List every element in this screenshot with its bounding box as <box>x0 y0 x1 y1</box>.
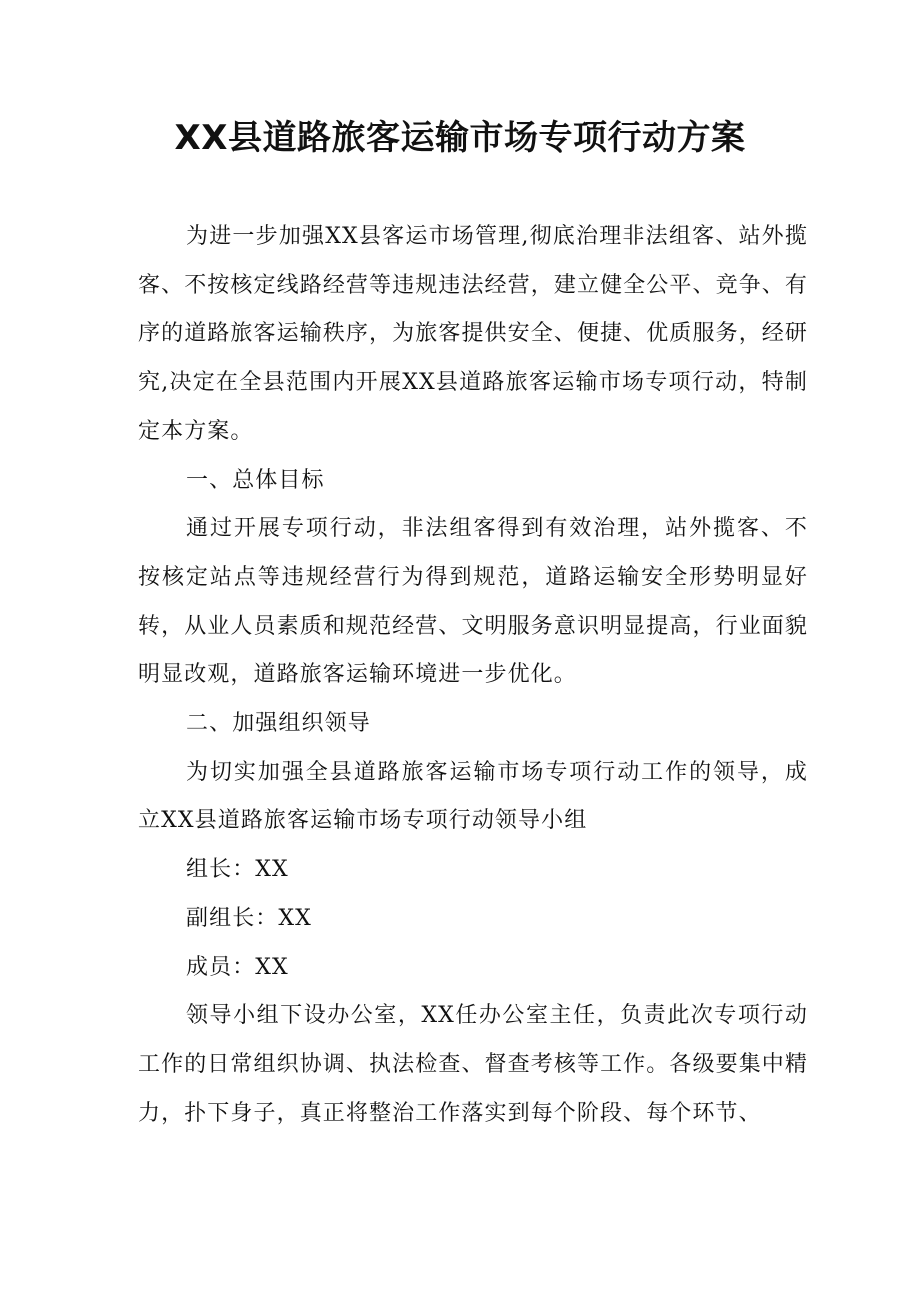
office-paragraph: 领导小组下设办公室，XX任办公室主任，负责此次专项行动工作的日常组织协调、执法检查、督查考核等工作。各级要集中精力，扑下身子，真正将整治工作落实到每个阶段、每个环节、 <box>138 1003 808 1126</box>
deputy-leader-line: 副组长：XX <box>186 905 312 931</box>
goals-paragraph: 通过开展专项行动，非法组客得到有效治理，站外揽客、不按核定站点等违规经营行为得到规范，道路运输安全形势明显好转，从业人员素质和规范经营、文明服务意识明显提高，行业面貌明显改观，道路旅客运输环境进一步优化。 <box>138 516 808 688</box>
organization-paragraph: 为切实加强全县道路旅客运输市场专项行动工作的领导，成立XX县道路旅客运输市场专项行动领导小组 <box>138 759 808 834</box>
group-leader-line: 组长：XX <box>186 857 289 883</box>
section-heading-goals: 一、总体目标 <box>186 467 325 493</box>
document-title: XX县道路旅客运输市场专项行动方案 <box>174 118 746 158</box>
section-heading-organization: 二、加强组织领导 <box>186 711 371 737</box>
document-body <box>138 213 808 1138</box>
intro-paragraph: 为进一步加强XX县客运市场管理,彻底治理非法组客、站外揽客、不按核定线路经营等违规违法经营，建立健全公平、竞争、有序的道路旅客运输秩序，为旅客提供安全、便捷、优质服务，经研究,决定在全县范围内开展XX县道路旅客运输市场专项行动，特制定本方案。 <box>138 224 808 444</box>
members-line: 成员：XX <box>186 954 289 980</box>
